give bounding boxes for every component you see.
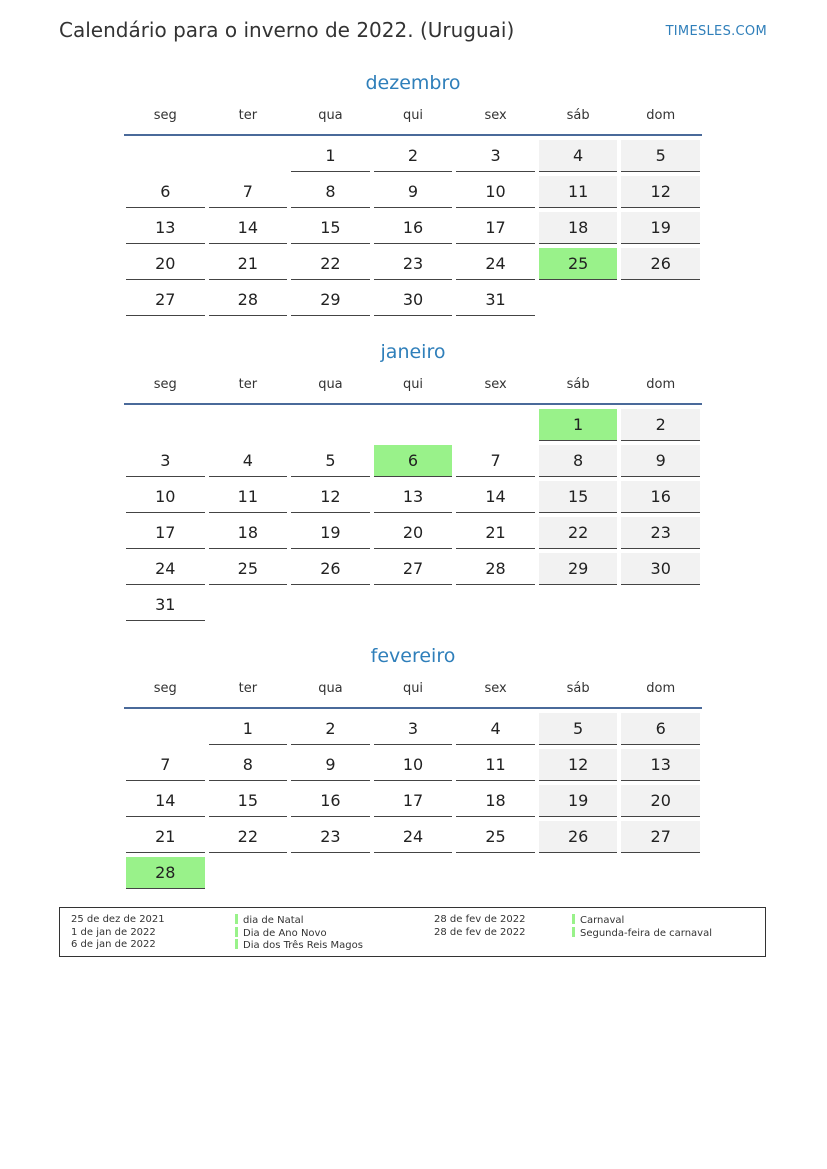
day-cell: 26 xyxy=(621,248,700,280)
day-cell: 2 xyxy=(291,713,370,745)
weekday-label: dom xyxy=(646,108,676,123)
holiday-marker-icon xyxy=(572,927,575,937)
day-cell: 24 xyxy=(374,821,453,853)
empty-cell xyxy=(621,284,700,316)
empty-cell xyxy=(209,140,288,172)
day-cell: 16 xyxy=(621,481,700,513)
day-cell: 6 xyxy=(621,713,700,745)
weekday-label: sáb xyxy=(566,108,590,123)
legend-holiday-name: Segunda-feira de carnaval xyxy=(580,927,713,939)
day-cell: 28 xyxy=(456,553,535,585)
day-cell: 15 xyxy=(291,212,370,244)
day-cell: 14 xyxy=(456,481,535,513)
holiday-marker-icon xyxy=(235,914,238,924)
day-cell: 22 xyxy=(209,821,288,853)
legend-right-dates xyxy=(434,914,525,939)
legend-date: 25 de dez de 2021 xyxy=(71,914,165,925)
month-title: dezembro xyxy=(365,72,461,94)
day-cell: 20 xyxy=(374,517,453,549)
day-cell: 5 xyxy=(539,713,618,745)
day-cell: 20 xyxy=(621,785,700,817)
month-fevereiro xyxy=(124,641,702,893)
legend-date: 28 de fev de 2022 xyxy=(434,926,526,938)
legend-item xyxy=(235,939,363,952)
day-cell: 19 xyxy=(621,212,700,244)
day-cell: 26 xyxy=(291,553,370,585)
day-cell: 10 xyxy=(126,481,205,513)
day-cell: 16 xyxy=(374,212,453,244)
weekday-label: seg xyxy=(153,681,177,696)
holiday-marker-icon xyxy=(572,914,575,924)
empty-cell xyxy=(456,409,535,441)
day-cell: 31 xyxy=(126,589,205,621)
holiday-day-cell: 1 xyxy=(539,409,618,441)
weekday-header xyxy=(124,98,702,136)
legend-holiday-name: Carnaval xyxy=(580,915,625,926)
legend-holiday-name: Dia de Ano Novo xyxy=(243,927,327,939)
day-cell: 3 xyxy=(126,445,205,477)
legend-item xyxy=(572,927,712,940)
day-cell: 8 xyxy=(539,445,618,477)
empty-cell xyxy=(209,857,288,889)
month-dezembro xyxy=(124,68,702,320)
holiday-day-cell: 6 xyxy=(374,445,453,477)
empty-cell xyxy=(374,589,453,621)
days-grid xyxy=(124,709,702,893)
legend-left-names xyxy=(235,914,363,952)
weekday-label: ter xyxy=(238,108,258,123)
empty-cell xyxy=(126,713,205,745)
day-cell: 9 xyxy=(621,445,700,477)
empty-cell xyxy=(291,589,370,621)
day-cell: 31 xyxy=(456,284,535,316)
weekday-label: sex xyxy=(484,681,507,696)
empty-cell xyxy=(291,857,370,889)
legend-holiday-name: dia de Natal xyxy=(243,915,304,926)
empty-cell xyxy=(621,857,700,889)
holiday-day-cell: 28 xyxy=(126,857,205,889)
day-cell: 14 xyxy=(126,785,205,817)
day-cell: 5 xyxy=(621,140,700,172)
day-cell: 27 xyxy=(621,821,700,853)
weekday-header xyxy=(124,671,702,709)
day-cell: 22 xyxy=(539,517,618,549)
empty-cell xyxy=(374,409,453,441)
empty-cell xyxy=(456,589,535,621)
weekday-label: ter xyxy=(238,681,258,696)
holiday-legend xyxy=(59,907,766,957)
days-grid xyxy=(124,136,702,320)
day-cell: 4 xyxy=(209,445,288,477)
day-cell: 12 xyxy=(539,749,618,781)
day-cell: 23 xyxy=(621,517,700,549)
day-cell: 25 xyxy=(209,553,288,585)
day-cell: 17 xyxy=(126,517,205,549)
empty-cell xyxy=(539,284,618,316)
day-cell: 24 xyxy=(456,248,535,280)
month-title: fevereiro xyxy=(370,645,456,667)
day-cell: 23 xyxy=(374,248,453,280)
empty-cell xyxy=(209,409,288,441)
day-cell: 21 xyxy=(126,821,205,853)
day-cell: 5 xyxy=(291,445,370,477)
day-cell: 1 xyxy=(291,140,370,172)
day-cell: 18 xyxy=(456,785,535,817)
day-cell: 6 xyxy=(126,176,205,208)
day-cell: 11 xyxy=(209,481,288,513)
month-title: janeiro xyxy=(380,341,446,363)
day-cell: 29 xyxy=(539,553,618,585)
day-cell: 8 xyxy=(291,176,370,208)
day-cell: 19 xyxy=(291,517,370,549)
day-cell: 13 xyxy=(621,749,700,781)
legend-date: 28 de fev de 2022 xyxy=(434,914,526,925)
weekday-label: dom xyxy=(646,681,676,696)
legend-item xyxy=(235,927,363,940)
empty-cell xyxy=(374,857,453,889)
weekday-label: sáb xyxy=(566,681,590,696)
day-cell: 19 xyxy=(539,785,618,817)
day-cell: 29 xyxy=(291,284,370,316)
empty-cell xyxy=(291,409,370,441)
brand-link[interactable]: TIMESLES.COM xyxy=(665,24,767,39)
day-cell: 16 xyxy=(291,785,370,817)
day-cell: 3 xyxy=(456,140,535,172)
empty-cell xyxy=(209,589,288,621)
day-cell: 18 xyxy=(209,517,288,549)
month-janeiro xyxy=(124,337,702,625)
day-cell: 12 xyxy=(621,176,700,208)
holiday-day-cell: 25 xyxy=(539,248,618,280)
holiday-marker-icon xyxy=(235,927,238,937)
day-cell: 26 xyxy=(539,821,618,853)
weekday-label: seg xyxy=(153,108,177,123)
day-cell: 11 xyxy=(456,749,535,781)
day-cell: 10 xyxy=(374,749,453,781)
weekday-label: seg xyxy=(153,377,177,392)
legend-holiday-name: Dia dos Três Reis Magos xyxy=(243,940,363,951)
day-cell: 28 xyxy=(209,284,288,316)
day-cell: 21 xyxy=(209,248,288,280)
day-cell: 13 xyxy=(374,481,453,513)
day-cell: 17 xyxy=(374,785,453,817)
legend-right-names xyxy=(572,914,712,939)
day-cell: 23 xyxy=(291,821,370,853)
legend-date: 6 de jan de 2022 xyxy=(71,939,156,950)
day-cell: 4 xyxy=(456,713,535,745)
empty-cell xyxy=(456,857,535,889)
day-cell: 9 xyxy=(291,749,370,781)
weekday-label: qua xyxy=(318,377,343,392)
day-cell: 12 xyxy=(291,481,370,513)
day-cell: 15 xyxy=(209,785,288,817)
day-cell: 10 xyxy=(456,176,535,208)
weekday-label: qui xyxy=(402,377,424,392)
legend-date: 1 de jan de 2022 xyxy=(71,926,156,938)
day-cell: 27 xyxy=(126,284,205,316)
legend-item xyxy=(235,914,363,927)
weekday-label: qua xyxy=(318,108,343,123)
day-cell: 2 xyxy=(374,140,453,172)
day-cell: 4 xyxy=(539,140,618,172)
day-cell: 7 xyxy=(209,176,288,208)
day-cell: 14 xyxy=(209,212,288,244)
weekday-label: sex xyxy=(484,377,507,392)
day-cell: 21 xyxy=(456,517,535,549)
day-cell: 7 xyxy=(126,749,205,781)
day-cell: 30 xyxy=(621,553,700,585)
empty-cell xyxy=(539,589,618,621)
weekday-label: qui xyxy=(402,108,424,123)
weekday-label: dom xyxy=(646,377,676,392)
day-cell: 20 xyxy=(126,248,205,280)
weekday-label: qui xyxy=(402,681,424,696)
days-grid xyxy=(124,405,702,625)
day-cell: 8 xyxy=(209,749,288,781)
legend-left-dates xyxy=(71,914,165,952)
day-cell: 1 xyxy=(209,713,288,745)
day-cell: 22 xyxy=(291,248,370,280)
weekday-header xyxy=(124,367,702,405)
day-cell: 27 xyxy=(374,553,453,585)
day-cell: 24 xyxy=(126,553,205,585)
day-cell: 9 xyxy=(374,176,453,208)
weekday-label: sex xyxy=(484,108,507,123)
empty-cell xyxy=(126,140,205,172)
day-cell: 3 xyxy=(374,713,453,745)
day-cell: 17 xyxy=(456,212,535,244)
day-cell: 18 xyxy=(539,212,618,244)
empty-cell xyxy=(621,589,700,621)
holiday-marker-icon xyxy=(235,939,238,949)
weekday-label: sáb xyxy=(566,377,590,392)
day-cell: 25 xyxy=(456,821,535,853)
empty-cell xyxy=(539,857,618,889)
empty-cell xyxy=(126,409,205,441)
day-cell: 7 xyxy=(456,445,535,477)
weekday-label: ter xyxy=(238,377,258,392)
day-cell: 13 xyxy=(126,212,205,244)
weekday-label: qua xyxy=(318,681,343,696)
legend-item xyxy=(572,914,712,927)
day-cell: 30 xyxy=(374,284,453,316)
day-cell: 15 xyxy=(539,481,618,513)
day-cell: 11 xyxy=(539,176,618,208)
day-cell: 2 xyxy=(621,409,700,441)
page-title: Calendário para o inverno de 2022. (Uruguai) xyxy=(59,18,515,42)
